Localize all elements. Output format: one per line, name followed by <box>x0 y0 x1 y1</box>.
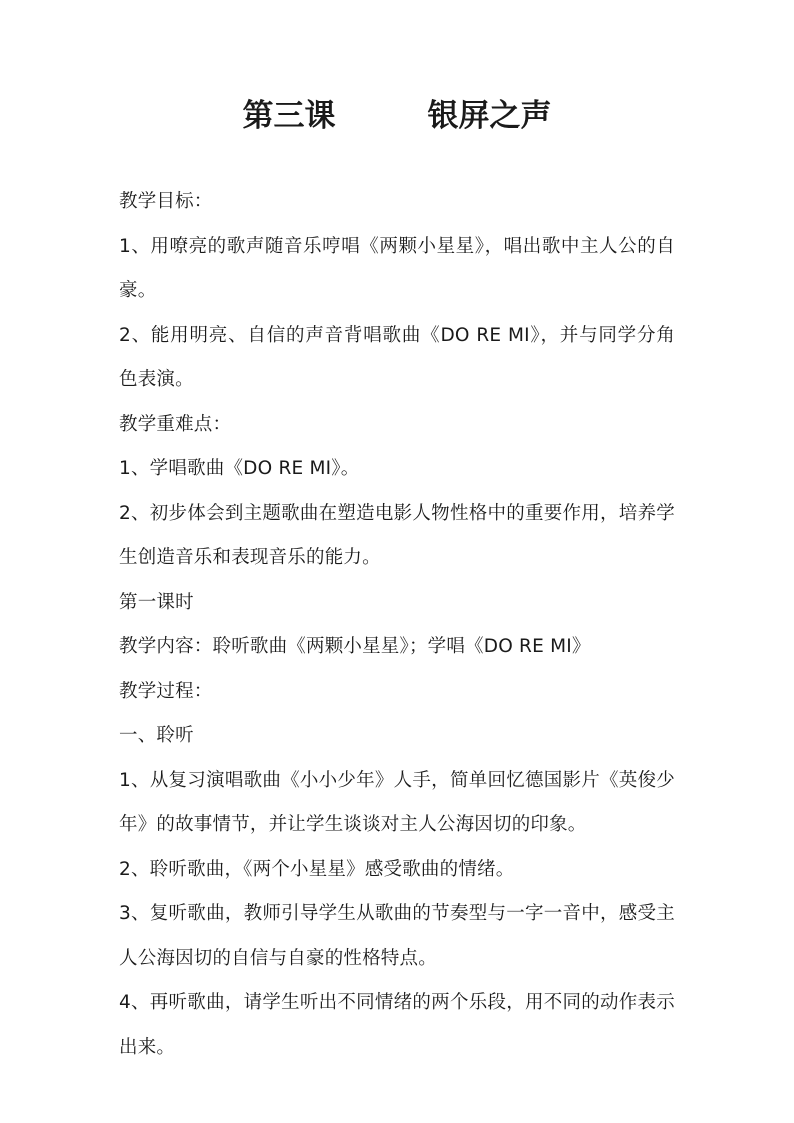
objective-item-2: 2、能用明亮、自信的声音背唱歌曲《DO RE MI》，并与同学分角色表演。 <box>119 324 675 390</box>
key-point-item-2: 2、初步体会到主题歌曲在塑造电影人物性格中的重要作用，培养学生创造音乐和表现音乐的能力。 <box>119 502 675 568</box>
objective-item-1: 1、用嘹亮的歌声随音乐哼唱《两颗小星星》，唱出歌中主人公的自豪。 <box>119 235 675 301</box>
section-heading-objectives: 教学目标： <box>119 191 213 212</box>
section-heading-process: 教学过程： <box>119 680 213 702</box>
process-item-3: 3、复听歌曲，教师引导学生从歌曲的节奏型与一字一音中，感受主人公海因切的自信与自豪的性格特点。 <box>119 903 675 969</box>
lesson-period: 第一课时 <box>119 591 194 613</box>
process-item-4: 4、再听歌曲，请学生听出不同情绪的两个乐段，用不同的动作表示出来。 <box>119 992 675 1058</box>
lesson-title <box>0 94 794 138</box>
document-body <box>119 180 675 1070</box>
teaching-content: 教学内容：聆听歌曲《两颗小星星》；学唱《DO RE MI》 <box>119 636 591 657</box>
section-heading-key-points: 教学重难点： <box>119 413 232 435</box>
process-item-1: 1、从复习演唱歌曲《小小少年》人手，简单回忆德国影片《英俊少年》的故事情节，并让学生谈谈对主人公海因切的印象。 <box>119 769 675 835</box>
process-step-heading: 一、聆听 <box>119 725 194 746</box>
key-point-item-1: 1、学唱歌曲《DO RE MI》。 <box>119 458 360 479</box>
lesson-number: 第三课 <box>242 98 336 134</box>
process-item-2: 2、聆听歌曲，《两个小星星》感受歌曲的情绪。 <box>119 858 515 880</box>
lesson-topic: 银屏之声 <box>427 98 552 134</box>
